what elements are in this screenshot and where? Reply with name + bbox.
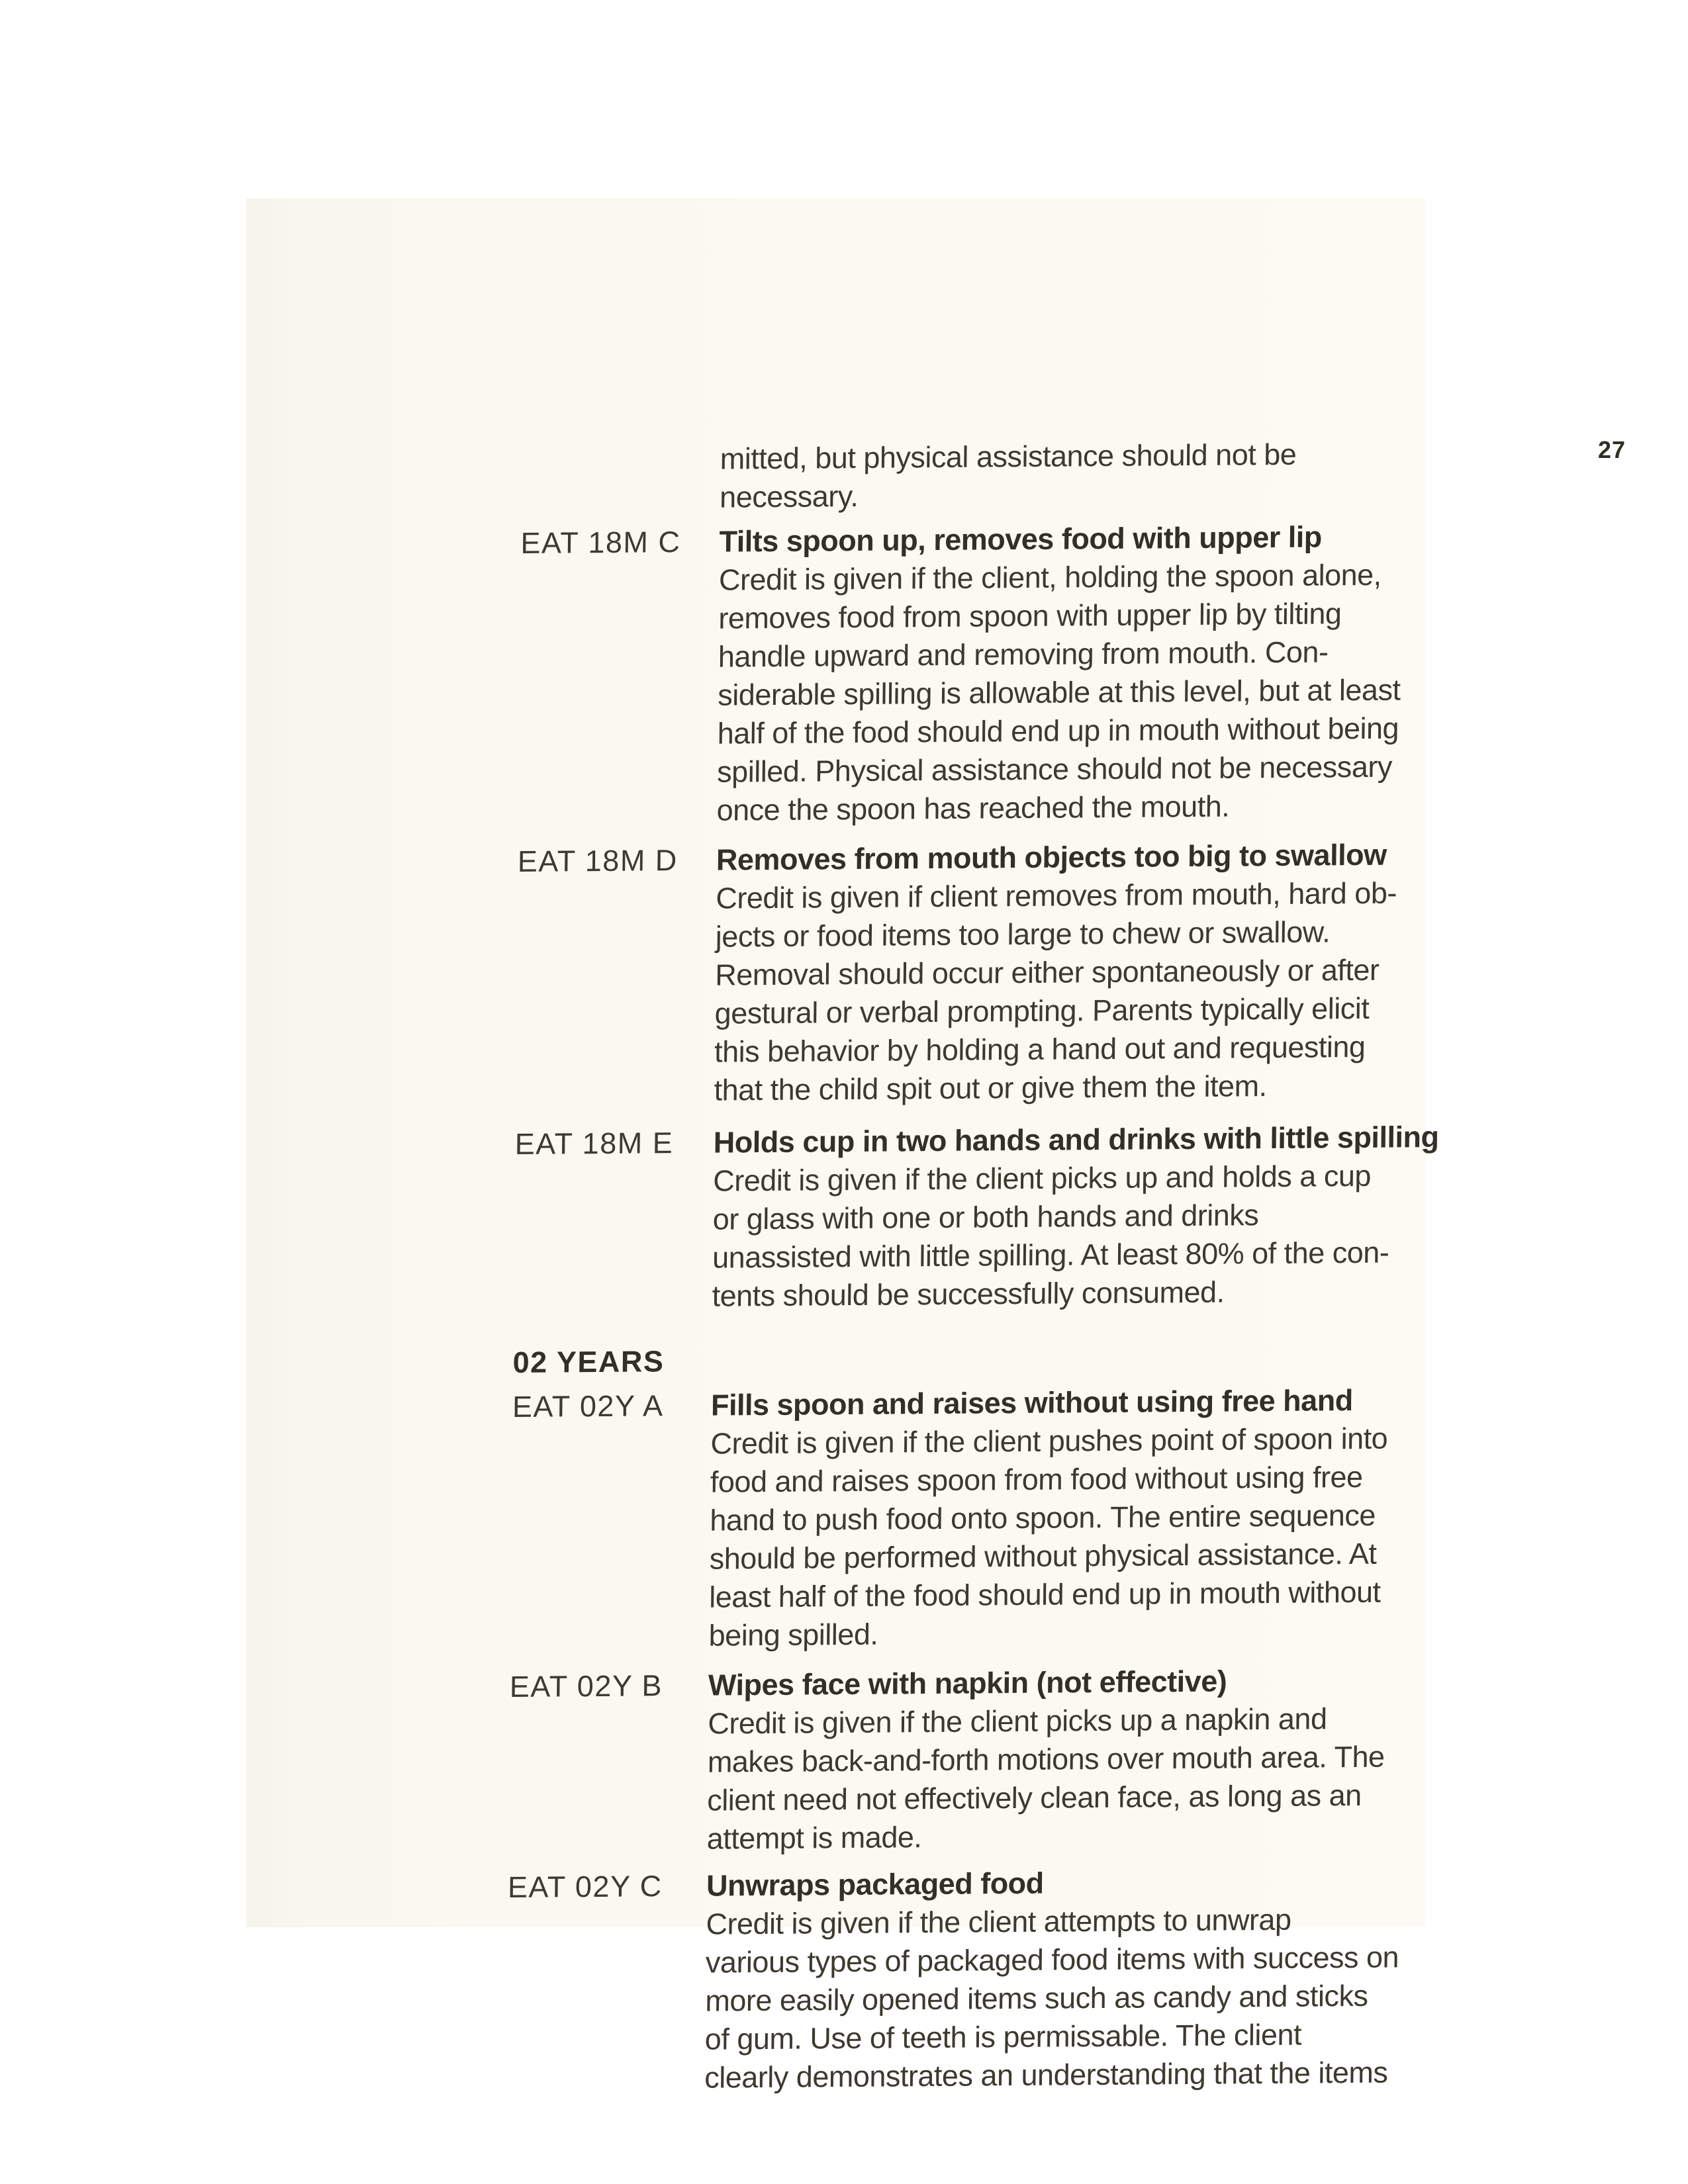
entry-continuation	[521, 433, 1647, 518]
entry-code: EAT 18M C	[520, 525, 681, 560]
entry-title: Unwraps packaged food	[706, 1866, 1044, 1903]
page-content	[506, 433, 1647, 2099]
entry-eat-02y-b	[508, 1659, 1635, 1860]
entry-body: Credit is given if client removes from mouth, hard ob- jects or food items too large to chew or swallow. Removal should occur either spontaneously or after gestural or verbal prompting. Parents typically elicit this behavior by holding a hand out and requesting that the child spit out or give them the item.	[714, 876, 1397, 1107]
entry-title: Holds cup in two hands and drinks with little spilling	[713, 1120, 1439, 1160]
scanned-page	[246, 199, 1626, 2095]
entry-code: EAT 18M E	[514, 1126, 674, 1161]
entry-title: Tilts spoon up, removes food with upper lip	[719, 520, 1323, 559]
entry-body: Credit is given if the client picks up and holds a cup or glass with one or both hands and drinks unassisted with little spilling. At least 80% of the con- tents should be successfully consumed.	[712, 1158, 1389, 1313]
entry-eat-02y-c	[506, 1860, 1633, 2099]
entry-title: Wipes face with napkin (not effective)	[708, 1664, 1227, 1702]
entry-body: Credit is given if the client picks up a napkin and makes back-and-forth motions over mouth area. The client need not effectively clean face, as long as an attempt is made.	[706, 1702, 1385, 1856]
entry-eat-18m-d	[515, 834, 1643, 1111]
entry-body: Credit is given if the client attempts to unwrap various types of packaged food items with success on more easily opened items such as candy and sticks of gum. Use of teeth is permissable. The client clearly demonstrates an understanding that the items	[704, 1902, 1399, 2095]
entry-eat-02y-a	[510, 1379, 1638, 1657]
entry-body: Credit is given if the client pushes point of spoon into food and raises spoon from food without using free hand to push food onto spoon. The entire sequence should be performed without physical assistance. At least half of the food should end up in mouth without being spilled.	[708, 1421, 1388, 1653]
entry-title: Fills spoon and raises without using free hand	[710, 1383, 1353, 1422]
entry-body: mitted, but physical assistance should not be necessary.	[719, 437, 1297, 514]
section-header-02-years	[512, 1335, 1638, 1382]
section-title: 02 YEARS	[512, 1344, 665, 1379]
entry-code	[522, 440, 720, 441]
entry-body: Credit is given if the client, holding the spoon alone, removes food from spoon with upper lip by tilting handle upward and removing from mouth. Con- siderable spilling is allowable at this level, but at least half of the food should end up in mouth without being spilled. Physical assistance should not be necessary once the spoon has reached the mouth.	[716, 557, 1401, 827]
entry-eat-18m-e	[513, 1116, 1640, 1317]
entry-code: EAT 18M D	[517, 843, 679, 878]
entry-title: Removes from mouth objects too big to swallow	[716, 837, 1387, 877]
entry-code: EAT 02Y A	[512, 1388, 664, 1424]
page-number: 27	[1598, 436, 1626, 463]
entry-code: EAT 02Y C	[507, 1869, 663, 1904]
entry-code: EAT 02Y B	[509, 1668, 663, 1704]
entry-eat-18m-c	[518, 516, 1646, 831]
